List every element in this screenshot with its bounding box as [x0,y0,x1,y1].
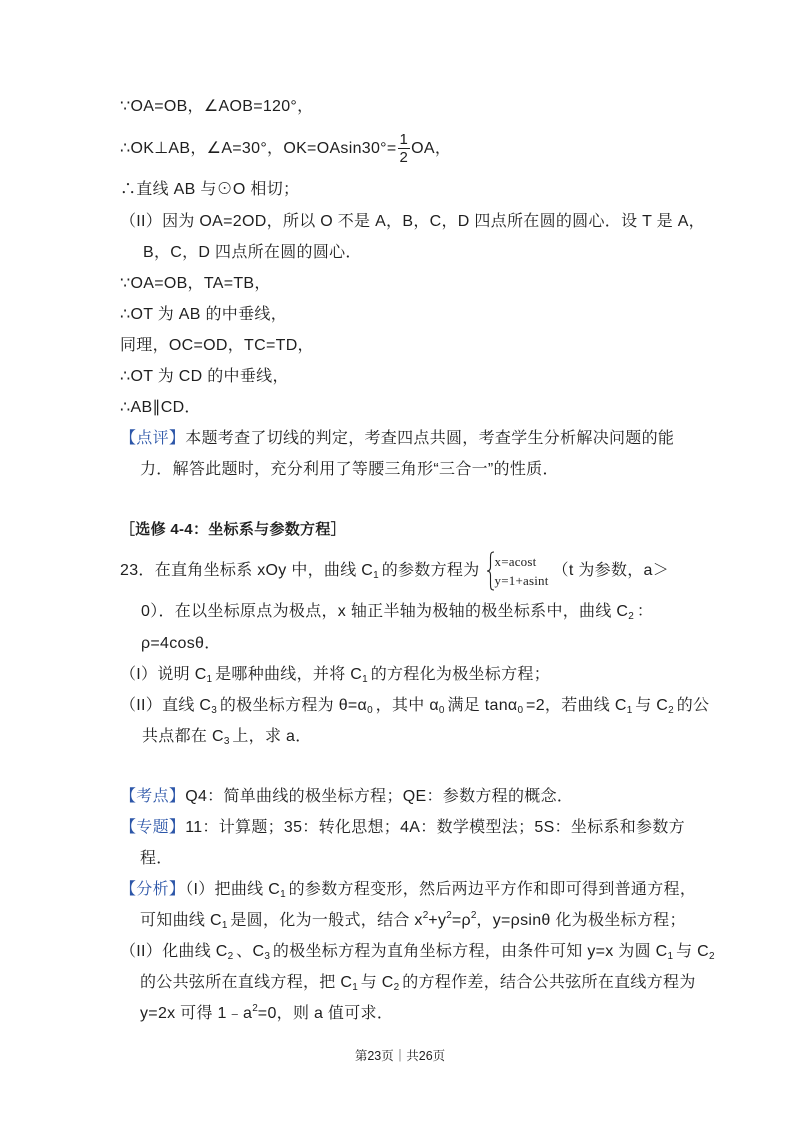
text-segment: 满足 tanα [447,697,518,714]
proof-line-2 [120,132,451,166]
question-part2-line-1 [120,695,709,717]
text-segment: =2，若曲线 C [526,697,627,714]
subscript: 1 [667,951,674,962]
subscript: 2 [628,611,634,622]
text-segment: 的公共弦所在直线方程，把 C [140,974,353,991]
proof-line-6: ∵OA=OB，TA=TB， [120,275,271,292]
equation-stack [495,551,549,590]
text-segment: 的参数方程变形，然后两边平方作和即可得到普通方程， [288,881,697,898]
analysis-line-4 [140,972,696,994]
subscript: 2 [227,951,234,962]
text-segment: 与 C [635,697,669,714]
knowledge-point-line [120,786,573,808]
question-stem-line-2 [141,601,653,623]
topic-label: 【专题】 [120,819,186,836]
proof-line-8: 同理，OC=OD，TC=TD， [120,337,314,354]
subscript: 0 [517,705,524,716]
subscript: 0 [367,705,373,716]
text-segment: +y [428,912,447,929]
superscript: 2 [446,910,452,921]
text-segment: 共点都在 C [142,728,224,745]
text-segment: 可知曲线 C [140,912,222,929]
subscript: 0 [438,705,445,716]
text-segment: 的公 [676,697,710,714]
subscript: 1 [280,889,286,900]
analysis-line-2 [140,910,686,932]
page-footer: 第23页｜共26页 [354,1049,446,1063]
text-segment: 的方程化为极坐标方程； [370,666,550,683]
proof-line-1: ∵OA=OB，∠AOB=120°， [120,98,314,115]
subscript: 1 [206,674,213,685]
question-stem-line-3: ρ=4cosθ． [141,635,221,652]
proof-line-9: ∴OT 为 CD 的中垂线， [120,368,289,385]
subscript: 2 [393,982,400,993]
left-brace [486,551,495,591]
text-segment: ，其中 α [375,697,439,714]
review-line-2: 力．解答此题时，充分利用了等腰三角形“三合一”的性质． [140,461,559,478]
subscript: 3 [223,736,230,747]
subscript: 2 [668,705,674,716]
question-stem-line-1 [120,551,669,591]
text-segment: 与 C [360,974,394,991]
text-segment: 23．在直角坐标系 xOy 中，曲线 C [120,562,374,580]
proof-line-3: ∴直线 AB 与⊙O 相切； [120,181,300,198]
subscript: 1 [373,570,379,582]
text-segment: Q4：简单曲线的极坐标方程；QE：参数方程的概念． [185,788,574,805]
text-segment: 的参数方程为 [381,562,480,580]
topic-line-1 [120,817,685,839]
subscript: 1 [362,674,368,685]
text-segment: 是哪种曲线，并将 C [215,666,363,683]
superscript: 2 [422,910,429,921]
analysis-line-1 [120,879,696,901]
equation-y: y=1+asint [494,573,549,588]
text-segment: 与 C [676,943,709,960]
text-segment: 、C [236,943,265,960]
text-segment: 的方程作差，结合公共弦所在直线方程为 [402,974,696,991]
equation-x: x=acost [494,554,537,569]
proof-line-7: ∴OT 为 AB 的中垂线， [120,306,287,323]
subscript: 3 [264,951,270,962]
knowledge-point-label: 【考点】 [120,788,186,805]
text-segment: （II）直线 C [120,697,212,714]
analysis-line-5 [140,1003,393,1025]
analysis-line-3 [120,941,718,963]
proof-part2-line-1: （II）因为 OA=2OD，所以 O 不是 A，B，C，D 四点所在圆的圆心．设 T 是 A， [120,213,705,230]
fraction-denominator: 2 [399,149,409,167]
subscript: 3 [211,705,217,716]
text-segment: y=2x 可得 1﹣a [140,1005,253,1022]
text-segment: （I）把曲线 C [185,881,281,898]
text-segment: 的极坐标方程为 θ=α [219,697,368,714]
text-segment: 11：计算题；35：转化思想；4A：数学模型法；5S：坐标系和参数方 [185,819,685,836]
superscript: 2 [252,1003,258,1014]
topic-line-2: 程． [140,850,173,867]
review-label: 【点评】 [120,430,186,447]
subscript: 2 [708,951,715,962]
question-part1 [120,664,550,686]
subscript: 1 [626,705,633,716]
fraction [398,132,411,165]
fraction-numerator: 1 [399,131,409,149]
text-segment: （II）化曲线 C [120,943,228,960]
proof-part2-line-2: B，C，D 四点所在圆的圆心． [143,244,362,261]
question-part2-line-2 [142,726,312,748]
text-segment: 0）．在以坐标原点为极点，x 轴正半轴为极轴的极坐标系中，曲线 C [141,603,629,620]
proof-line-10: ∴AB∥CD． [120,399,201,416]
subscript: 1 [352,982,358,993]
text-segment: ∴OK⊥AB，∠A=30°，OK=OAsin30°= [120,140,397,157]
text-segment: 的极坐标方程为直角坐标方程，由条件可知 y=x 为圆 C [272,943,668,960]
text-segment: （t 为参数，a＞ [552,562,670,580]
text-segment: 上，求 a． [232,728,312,745]
review-line-1 [120,428,674,450]
text-segment: 本题考查了切线的判定，考查四点共圆，考查学生分析解决问题的能 [185,430,675,447]
analysis-label: 【分析】 [120,881,186,898]
text-segment: ： [636,603,654,620]
subscript: 1 [221,920,228,931]
superscript: 2 [470,910,477,921]
text-segment: 是圆，化为一般式，结合 x [230,912,423,929]
parametric-equation-system [486,551,549,591]
text-segment: ，y=ρsinθ 化为极坐标方程； [476,912,686,929]
text-segment: （I）说明 C [120,666,207,683]
text-segment: OA， [411,140,452,157]
text-segment: =ρ [451,912,471,929]
text-segment: =0，则 a 值可求． [257,1005,394,1022]
section-heading: ［选修 4-4：坐标系与参数方程］ [120,521,346,538]
